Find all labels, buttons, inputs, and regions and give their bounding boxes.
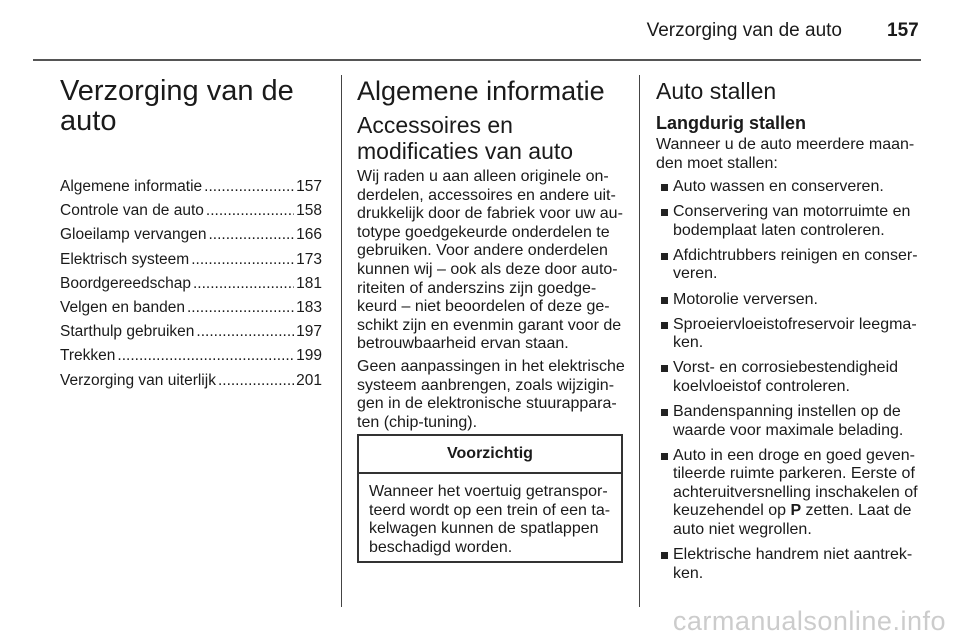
toc-leader <box>196 323 294 341</box>
toc-entry[interactable] <box>60 226 322 244</box>
toc-page: 173 <box>296 250 322 268</box>
text-line: keurd – niet beoordelen of deze ge- <box>357 298 610 316</box>
subheading-line: Accessoires en <box>357 112 513 138</box>
paragraph <box>656 136 914 173</box>
bullet-item <box>656 359 898 396</box>
text-line: achteruitversnelling inschakelen of <box>673 483 918 501</box>
toc-label: Controle van de auto <box>60 202 204 220</box>
bullet-square-icon <box>661 552 668 559</box>
toc-label: Verzorging van uiterlijk <box>60 371 216 389</box>
text-line: Afdichtrubbers reinigen en conser- <box>673 246 918 264</box>
chapter-title-line: auto <box>60 105 117 137</box>
toc-label: Elektrisch systeem <box>60 250 190 268</box>
text-line: Auto wassen en conserveren. <box>673 178 884 195</box>
chapter-title <box>60 76 294 136</box>
toc-label: Velgen en banden <box>60 299 185 316</box>
bullet-square-icon <box>661 209 668 216</box>
text-line: Geen aanpassingen in het elektrische <box>357 358 625 375</box>
bullet-text <box>673 359 898 396</box>
bullet-item <box>656 203 910 240</box>
running-header-title: Verzorging van de auto <box>646 20 842 41</box>
text-line: schikt zijn en evenmin garant voor de <box>357 316 622 334</box>
bullet-text <box>673 203 910 240</box>
bullet-item <box>656 403 903 440</box>
bullet-text <box>673 247 918 284</box>
text-line: Conservering van motorruimte en <box>673 203 911 221</box>
bullet-square-icon <box>661 453 668 460</box>
text-line: Motorolie verversen. <box>673 290 818 308</box>
toc-page: 183 <box>296 299 322 316</box>
text-line: Sproeiervloeistofreservoir leegma- <box>673 315 917 333</box>
toc-label: Trekken <box>60 347 116 365</box>
bullet-square-icon <box>661 253 668 260</box>
text-line: Wij raden u aan alleen originele on- <box>357 168 609 185</box>
paragraph <box>357 168 627 354</box>
toc-leader <box>208 226 294 244</box>
text-line: auto niet wegrollen. <box>673 521 812 539</box>
toc-leader <box>204 178 294 196</box>
text-line: betrouwbaarheid ervan staan. <box>357 335 569 353</box>
text-line: gebruiken. Voor andere onderdelen <box>357 242 608 260</box>
bullet-text <box>673 316 917 353</box>
watermark: carmanualsonline.info <box>672 606 946 636</box>
toc-leader <box>117 347 294 365</box>
toc-page: 199 <box>296 347 322 365</box>
text-line: kelwagen kunnen de spatlappen <box>369 520 599 538</box>
text-line: waarde voor maximale belading. <box>673 421 904 439</box>
toc-entry[interactable] <box>60 347 322 365</box>
toc-leader <box>206 202 294 220</box>
bullet-item <box>656 247 918 284</box>
text-line: Wanneer het voertuig getranspor- <box>369 483 608 500</box>
text-line: beschadigd worden. <box>369 538 513 556</box>
toc-leader <box>187 299 294 317</box>
text-line: Auto in een droge en goed geven- <box>673 446 915 464</box>
toc-page: 158 <box>296 202 322 220</box>
toc-entry[interactable] <box>60 299 322 317</box>
text-line: totype goedgekeurde onderdelen te <box>357 223 610 241</box>
column-divider <box>639 75 640 607</box>
text-line: keuzehendel op P zetten. Laat de <box>673 502 912 520</box>
toc-label: Algemene informatie <box>60 178 203 195</box>
toc-page: 197 <box>296 323 322 341</box>
bullet-item <box>656 447 918 540</box>
notice-body <box>359 474 621 557</box>
text-line: ken. <box>673 564 704 582</box>
toc-entry[interactable] <box>60 275 322 293</box>
toc-leader <box>218 372 294 390</box>
bullet-square-icon <box>661 322 668 329</box>
text-line: Wanneer u de auto meerdere maan- <box>656 136 915 153</box>
notice-title: Voorzichtig <box>359 436 621 474</box>
paragraph <box>357 358 627 432</box>
text-line: drukkelijk door de fabriek voor uw au- <box>357 205 623 223</box>
text-line: tileerde ruimte parkeren. Eerste of <box>673 465 915 483</box>
section-heading: Auto stallen <box>656 78 777 104</box>
text-line: Bandenspanning instellen op de <box>673 403 901 420</box>
toc-label: Boordgereedschap <box>60 274 191 292</box>
toc-leader <box>193 275 294 293</box>
text-line: Elektrische handrem niet aantrek- <box>673 546 913 564</box>
toc-label: Gloeilamp vervangen <box>60 226 207 244</box>
text-line: gen in de elektronische stuurappara- <box>357 395 617 413</box>
bullet-square-icon <box>661 409 668 416</box>
header-rule <box>33 59 921 61</box>
bullet-item <box>656 316 917 353</box>
text-line: koelvloeistof controleren. <box>673 377 850 395</box>
bullet-item <box>656 178 884 197</box>
caution-notice <box>357 434 623 563</box>
toc-entry[interactable] <box>60 372 322 390</box>
page-number: 157 <box>887 20 919 41</box>
text-line: ten (chip-tuning). <box>357 413 478 431</box>
toc-entry[interactable] <box>60 323 322 341</box>
toc-page: 181 <box>296 274 322 292</box>
bullet-text <box>673 546 912 583</box>
column-divider <box>341 75 342 607</box>
toc-label: Starthulp gebruiken <box>60 323 195 341</box>
text-line: ken. <box>673 334 704 352</box>
chapter-title-line: Verzorging van de <box>60 75 294 107</box>
bullet-item <box>656 546 912 583</box>
text-line: systeem aanbrengen, zoals wijzigin- <box>357 376 615 394</box>
text-line: derdelen, accessoires en andere uit- <box>357 186 616 204</box>
bullet-square-icon <box>661 297 668 304</box>
bullet-text <box>673 178 884 197</box>
bullet-square-icon <box>661 184 668 191</box>
text-line: bodemplaat laten controleren. <box>673 221 885 239</box>
text-line: riteiten of anderszins zijn goedge- <box>357 279 597 297</box>
toc-page: 157 <box>296 178 322 195</box>
bullet-text <box>673 447 918 540</box>
toc-entry[interactable] <box>60 178 322 196</box>
subheading-line: modificaties van auto <box>357 138 574 164</box>
text-line: teerd wordt op een trein of een ta- <box>369 501 611 519</box>
bullet-text <box>673 291 818 310</box>
toc-entry[interactable] <box>60 251 322 269</box>
bullet-square-icon <box>661 365 668 372</box>
text-line: den moet stallen: <box>656 154 778 172</box>
text-line: Vorst- en corrosiebestendigheid <box>673 359 899 377</box>
text-line: veren. <box>673 265 718 283</box>
subsection-heading <box>357 112 573 164</box>
toc-page: 166 <box>296 226 322 244</box>
toc-page: 201 <box>296 371 322 389</box>
toc-entry[interactable] <box>60 202 322 220</box>
subsection-heading: Langdurig stallen <box>656 113 807 133</box>
text-line: kunnen wij – ook als deze door auto- <box>357 260 618 278</box>
section-heading: Algemene informatie <box>357 76 605 106</box>
bullet-text <box>673 403 903 440</box>
bullet-item <box>656 291 818 310</box>
toc-leader <box>191 251 294 269</box>
